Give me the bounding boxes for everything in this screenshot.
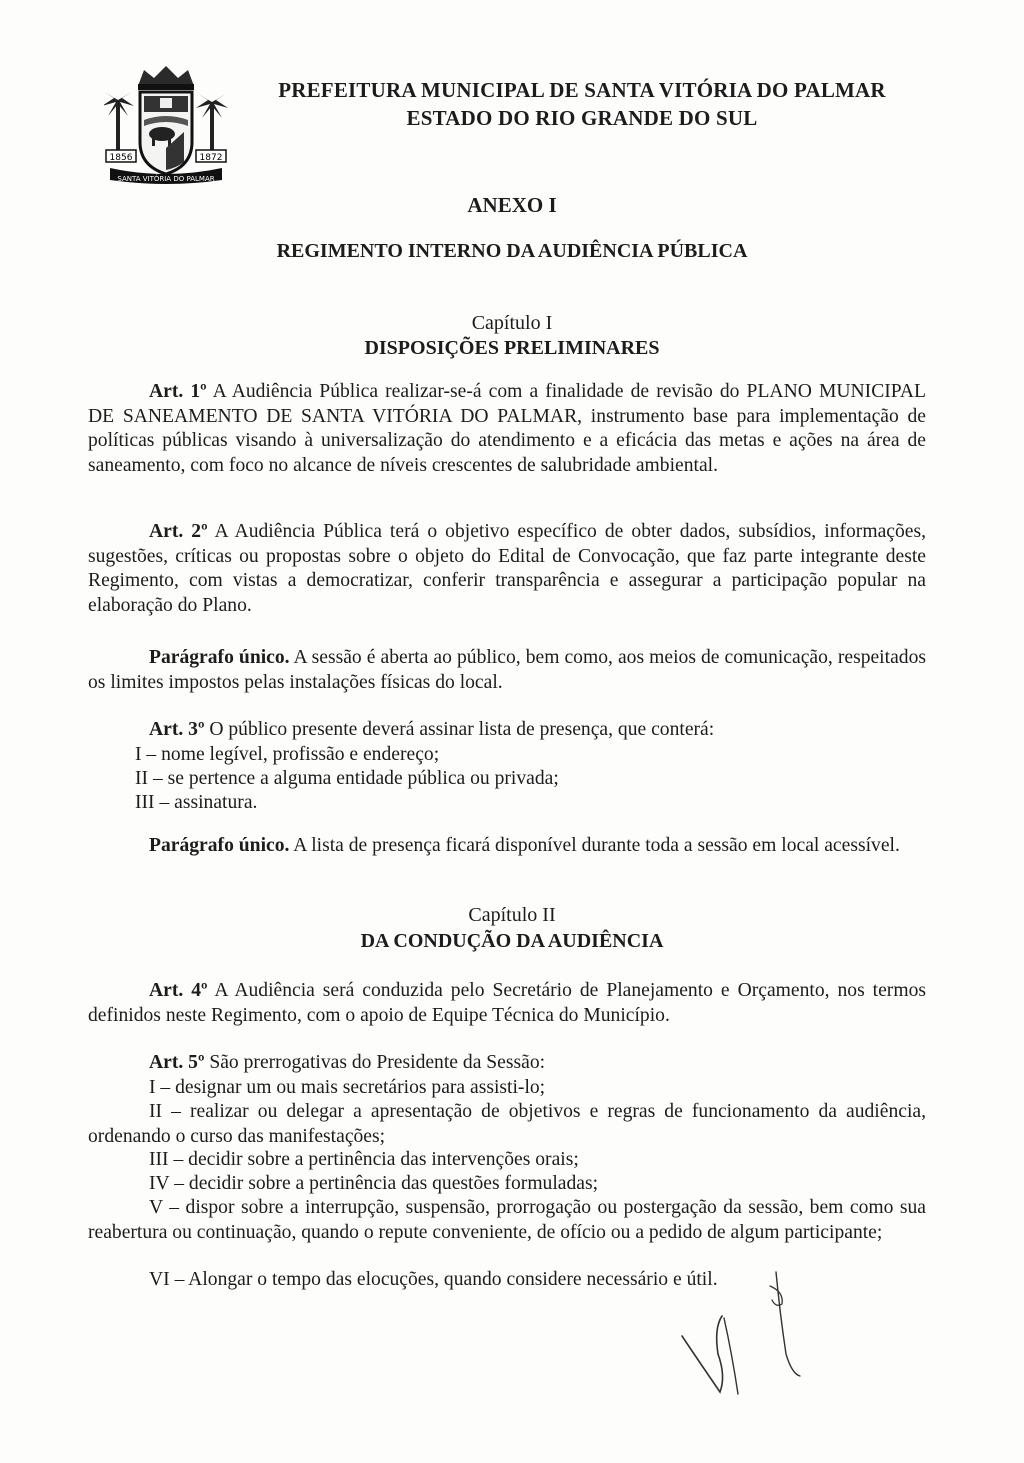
- chapter-2-title: DA CONDUÇÃO DA AUDIÊNCIA: [360, 930, 664, 952]
- article-3-text: O público presente deverá assinar lista de presença, que conterá:: [204, 719, 715, 740]
- article-5-item-2: II – realizar ou delegar a apresentação de objetivos e regras de funcionamento da audiência, ordenando o curso das manifestações;: [88, 1101, 926, 1147]
- article-3-item-2: II – se pertence a alguma entidade pública ou privada;: [135, 768, 559, 789]
- article-5-item-4: IV – decidir sobre a pertinência das questões formuladas;: [149, 1173, 599, 1194]
- chapter-1-label: Capítulo I: [471, 312, 553, 334]
- annex-title: ANEXO I: [467, 193, 557, 217]
- chapter-1-title: DISPOSIÇÕES PRELIMINARES: [364, 337, 660, 359]
- article-4: [88, 979, 926, 1028]
- crest-banner-text: SANTA VITÓRIA DO PALMAR: [117, 175, 215, 183]
- paragraph-single-2: [88, 834, 926, 859]
- article-3-items: [135, 743, 915, 815]
- article-3: [88, 718, 926, 743]
- article-1-label: Art. 1º: [149, 381, 207, 402]
- handwritten-initials-signature: [668, 1264, 818, 1414]
- municipal-crest-logo: [104, 62, 228, 186]
- article-5-item-3: III – decidir sobre a pertinência das intervenções orais;: [149, 1149, 579, 1170]
- header-line-2: ESTADO DO RIO GRANDE DO SUL: [406, 106, 758, 130]
- article-3-label: Art. 3º: [149, 719, 205, 740]
- article-3-item-3: III – assinatura.: [135, 792, 258, 813]
- article-2-label: Art. 2º: [149, 521, 208, 542]
- article-5: [88, 1051, 926, 1076]
- crest-year-right: 1872: [199, 153, 223, 163]
- paragraph-single-2-text: A lista de presença ficará disponível durante toda a sessão em local acessível.: [289, 835, 900, 856]
- article-4-text: A Audiência será conduzida pelo Secretário de Planejamento e Orçamento, nos termos definidos neste Regimento, com o apoio de Equipe Técnica do Município.: [88, 980, 926, 1026]
- article-5-item-5: V – dispor sobre a interrupção, suspensão, prorrogação ou postergação da sessão, bem como sua reabertura ou continuação, quando o repute conveniente, de ofício ou a pedido de algum participante;: [88, 1197, 926, 1243]
- crest-year-left: 1856: [109, 153, 133, 163]
- chapter-2-label: Capítulo II: [468, 904, 556, 926]
- paragraph-single-2-label: Parágrafo único.: [149, 835, 290, 856]
- article-2-text: A Audiência Pública terá o objetivo específico de obter dados, subsídios, informações, sugestões, críticas ou propostas sobre o objeto do Edital de Convocação, que faz parte integrante deste Regimento, com vistas a democratizar, conferir transparência e assegurar a participação popular na elaboração do Plano.: [88, 521, 926, 616]
- article-3-item-1: I – nome legível, profissão e endereço;: [135, 744, 440, 765]
- paragraph-single-1-label: Parágrafo único.: [149, 647, 290, 668]
- article-5-text: São prerrogativas do Presidente da Sessão:: [204, 1052, 546, 1073]
- header-line-1: PREFEITURA MUNICIPAL DE SANTA VITÓRIA DO PALMAR: [278, 78, 886, 102]
- institution-header: [232, 76, 932, 132]
- paragraph-single-1: [88, 646, 926, 695]
- article-5-label: Art. 5º: [149, 1052, 205, 1073]
- regiment-title: REGIMENTO INTERNO DA AUDIÊNCIA PÚBLICA: [276, 240, 748, 262]
- article-2: [88, 520, 926, 618]
- article-1-text: A Audiência Pública realizar-se-á com a finalidade de revisão do PLANO MUNICIPAL DE SANEAMENTO DE SANTA VITÓRIA DO PALMAR, instrumento base para implementação de políticas públicas visando à universalização do atendimento e a eficácia das metas e ações na área de saneamento, com foco no alcance de níveis crescentes de salubridade ambiental.: [88, 381, 927, 476]
- article-1: [88, 380, 926, 478]
- article-5-item-6: VI – Alongar o tempo das elocuções, quando considere necessário e útil.: [149, 1269, 718, 1290]
- article-5-item-1: I – designar um ou mais secretários para assisti-lo;: [149, 1077, 546, 1098]
- article-4-label: Art. 4º: [149, 980, 208, 1001]
- paragraph-single-1-text: A sessão é aberta ao público, bem como, aos meios de comunicação, respeitados os limites impostos pelas instalações físicas do local.: [88, 647, 926, 693]
